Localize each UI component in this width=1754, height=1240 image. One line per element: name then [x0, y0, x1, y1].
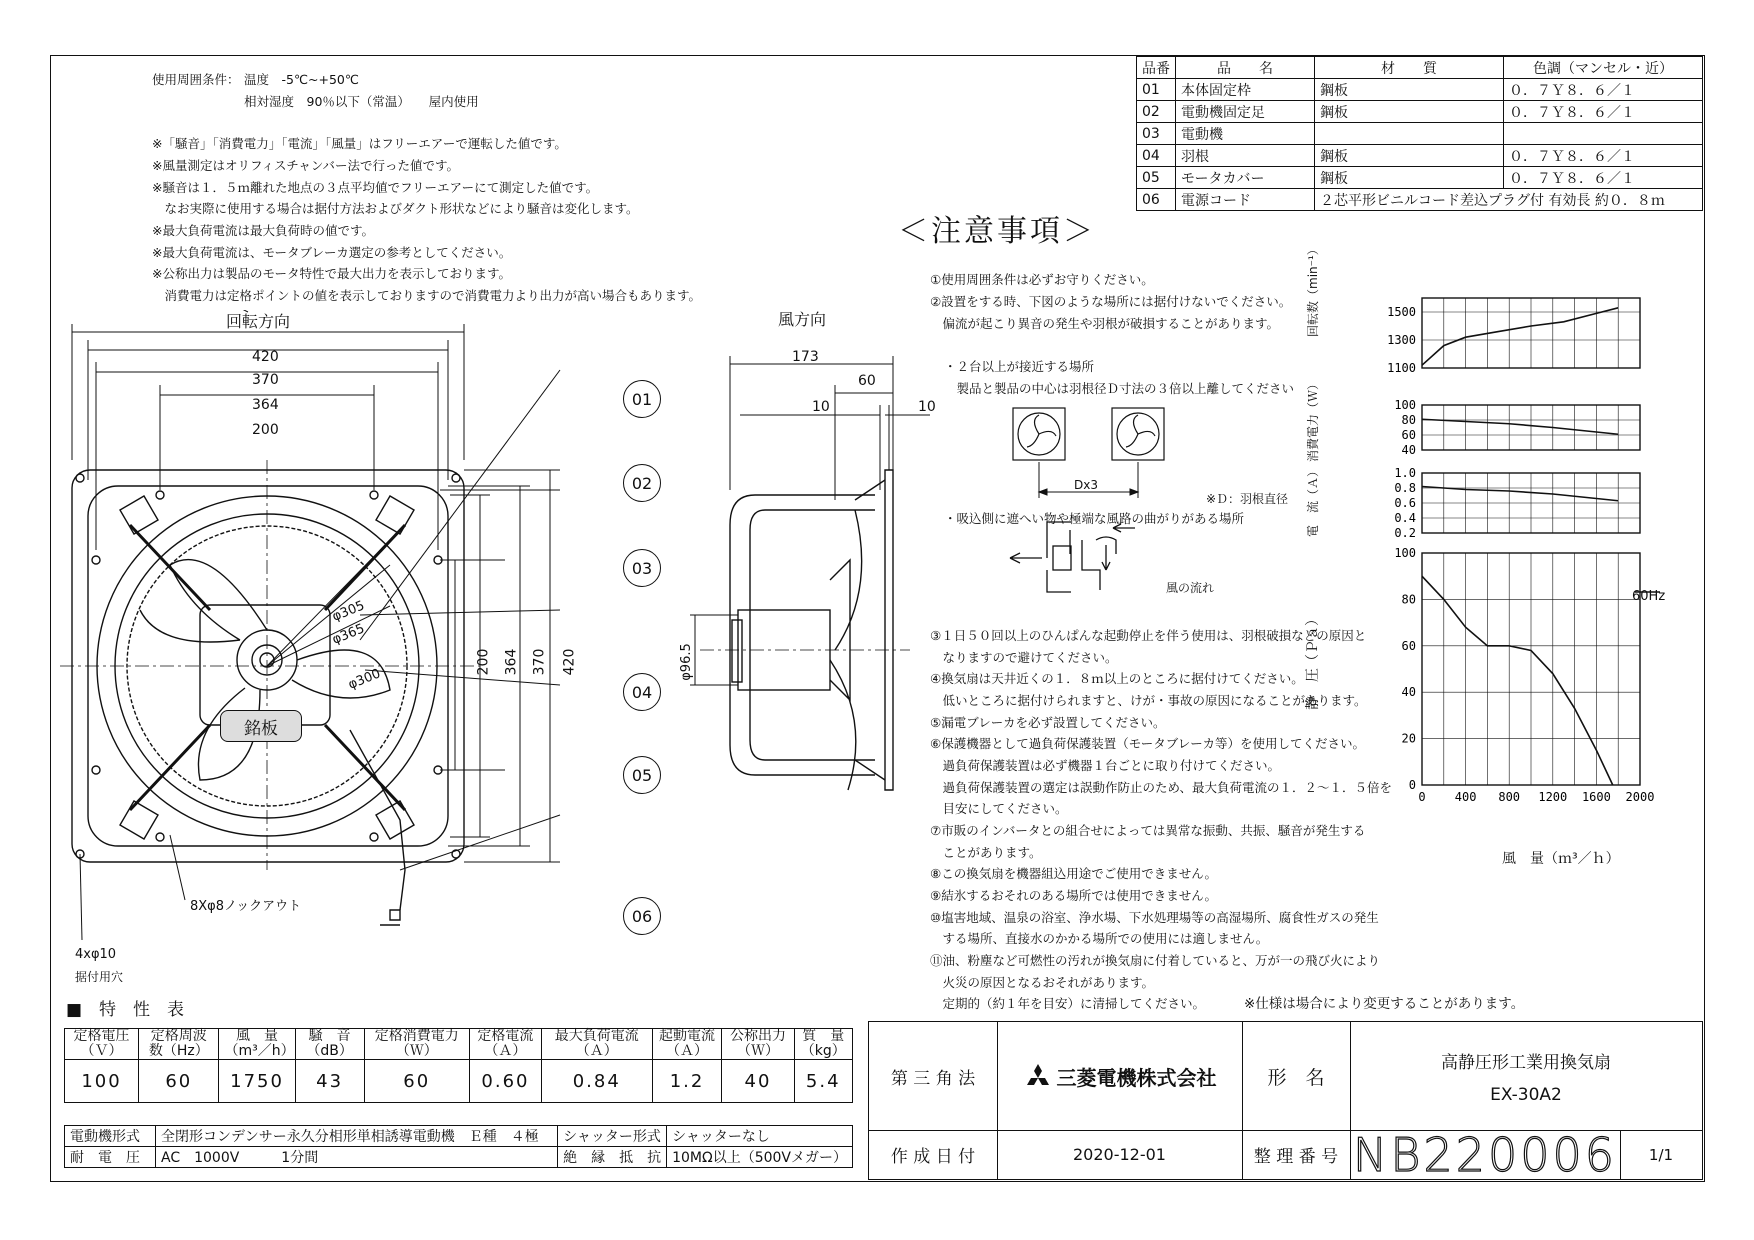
part-color: ０．７Ｙ８．６／１: [1504, 167, 1703, 189]
caution-line: ③１日５０回以上のひんぱんな起動停止を伴う使用は、羽根破損などの原因と: [930, 628, 1367, 643]
part-no: 04: [1137, 145, 1176, 167]
chart-series-line: [1422, 487, 1618, 501]
caution-line: ④換気扇は天井近くの１．８ｍ以上のところに据付けてください。: [930, 671, 1304, 686]
front-view-outline: [60, 460, 480, 925]
projection-label: 第 三 角 法: [890, 1068, 976, 1089]
chart-series-line: [1422, 576, 1613, 785]
nameplate-label: 銘板: [244, 718, 278, 739]
nameplate: [220, 710, 302, 742]
caution-line: ・吸込側に遮へい物や極端な風路の曲がりがある場所: [944, 511, 1245, 526]
side-view-outline: [700, 470, 910, 790]
caution-line: ⑦市販のインバータとの組合せによっては異常な振動、共振、騒音が発生する: [930, 823, 1366, 838]
withstand-label: 耐 電 圧: [65, 1147, 156, 1168]
conditions-label: 使用周囲条件：: [152, 72, 240, 87]
part-color: ０．７Ｙ８．６／１: [1504, 101, 1703, 123]
part-color: ０．７Ｙ８．６／１: [1504, 79, 1703, 101]
fan-symbol-right: [1112, 408, 1164, 460]
motor-label: 電動機形式: [65, 1126, 156, 1147]
spec-value: 40: [722, 1060, 794, 1103]
part-name: 羽根: [1176, 145, 1315, 167]
caution-line: 定期的（約１年を目安）に清掃してください。: [930, 996, 1206, 1011]
chart-y-tick-label: 40: [1401, 443, 1416, 457]
side-dim-173: 173: [792, 349, 819, 365]
date-label-cell: [869, 1130, 998, 1179]
chart-x-tick-label: 0: [1418, 790, 1426, 804]
rotation-label: 回転方向: [226, 312, 291, 331]
spec-header: 公称出力（Ｗ）: [722, 1029, 794, 1060]
note-line: ※最大負荷電流は最大負荷時の値です。: [152, 223, 374, 238]
caution-line: する場所、直接水のかかる場所での使用には適しません。: [930, 931, 1269, 946]
part-material: ２芯平形ビニルコード差込プラグ付 有効長 約０．８ｍ: [1315, 189, 1703, 211]
side-dim-10-left: 10: [812, 399, 830, 415]
callout-03: [623, 549, 661, 587]
conditions-humidity: 相対湿度 90％以下（常温） 屋内使用: [244, 94, 479, 109]
part-material: 鋼板: [1315, 145, 1504, 167]
caution-line: ⑨結氷するおそれのある場所では使用できません。: [930, 888, 1217, 903]
side-view: [680, 320, 940, 880]
company-cell: [997, 1022, 1243, 1131]
specs-table: [64, 1028, 853, 1103]
part-material: 鋼板: [1315, 79, 1504, 101]
part-material: 鋼板: [1315, 101, 1504, 123]
product-name: 高静圧形工業用換気扇: [1441, 1052, 1611, 1073]
callout-label: 03: [631, 558, 653, 578]
chart-y-tick-label: 1100: [1387, 361, 1416, 375]
chart-y-tick-label: 20: [1401, 731, 1416, 746]
chart-y-tick-label: 1500: [1387, 305, 1416, 319]
motor-value: 全閉形コンデンサー永久分相形単相誘導電動機 Ｅ種 ４極: [156, 1126, 558, 1147]
knockout-label: 8Xφ8ノックアウト: [190, 899, 302, 914]
caution-line: 偏流が起こり異音の発生や羽根が破損することがあります。: [930, 316, 1280, 331]
parts-row: [1137, 123, 1703, 145]
model-number: EX-30A2: [1490, 1084, 1562, 1105]
page-cell: [1620, 1130, 1702, 1179]
callout-label: 02: [631, 473, 653, 493]
part-color: ０．７Ｙ８．６／１: [1504, 145, 1703, 167]
chart-y-tick-label: 80: [1401, 413, 1416, 427]
spec-change-note: ※仕様は場合により変更することがあります。: [1244, 996, 1525, 1012]
part-color: [1504, 123, 1703, 145]
airflow-label: 風の流れ: [1166, 581, 1215, 595]
caution-line: ⑩塩害地域、温泉の浴室、浄水場、下水処理場等の高湿場所、腐食性ガスの発生: [930, 910, 1379, 925]
part-material: [1315, 123, 1504, 145]
part-no: 01: [1137, 79, 1176, 101]
side-diam: φ96.5: [678, 643, 694, 681]
caution-line: 過負荷保護装置は必ず機器１台ごとに取り付けてください。: [930, 758, 1281, 773]
note-line: ※公称出力は製品のモータ特性で最大出力を表示しております。: [152, 266, 511, 281]
spec-value: 1750: [219, 1060, 295, 1103]
product-cell: [1350, 1022, 1702, 1131]
spec-value: 0.84: [541, 1060, 652, 1103]
parts-row: [1137, 101, 1703, 123]
front-view: [60, 310, 700, 990]
parts-row: [1137, 79, 1703, 101]
panel-label-pressure: 静 圧（Ｐａ）: [1305, 612, 1321, 710]
number-cell: [1350, 1127, 1621, 1182]
date-cell: [997, 1130, 1243, 1179]
spec-value: 5.4: [794, 1060, 853, 1103]
chart-y-tick-label: 0.6: [1394, 496, 1416, 510]
creation-date: 2020-12-01: [1073, 1145, 1166, 1164]
chart-y-tick-label: 0.2: [1394, 526, 1416, 540]
spec-value: 60: [139, 1060, 219, 1103]
parts-row: [1137, 167, 1703, 189]
form-label-cell: [1242, 1022, 1351, 1131]
d-note: ※Ｄ：羽根直径: [1206, 492, 1289, 506]
projection-cell: [869, 1022, 998, 1131]
parts-header: 品番: [1137, 57, 1176, 79]
side-dimension-lines: [690, 320, 930, 685]
specs-header-row: [65, 1029, 853, 1060]
part-name: 本体固定枠: [1176, 79, 1315, 101]
callout-label: 01: [631, 389, 653, 409]
dim-370: 370: [252, 372, 279, 388]
spec-header: 騒 音（dB）: [295, 1029, 364, 1060]
specs-title: ■ 特 性 表: [66, 1000, 185, 1020]
caution-line: 火災の原因となるおそれがあります。: [930, 975, 1155, 990]
callout-label: 04: [631, 682, 653, 702]
note-line: ※騒音は１．５ｍ離れた地点の３点平均値でフリーエアーにて測定した値です。: [152, 180, 599, 195]
spec-header: 最大負荷電流（Ａ）: [541, 1029, 652, 1060]
part-no: 05: [1137, 167, 1176, 189]
dx3-label: Dx3: [1074, 478, 1098, 492]
insulation-label: 絶 縁 抵 抗: [558, 1147, 667, 1168]
number-label-cell: [1242, 1130, 1351, 1179]
callout-05: [623, 756, 661, 794]
chart-xlabel: 風 量（ｍ³／ｈ）: [1502, 851, 1620, 867]
conditions-temperature: 温度 -5℃~+50℃: [244, 72, 359, 87]
parts-header-row: [1137, 57, 1703, 79]
part-name: 電動機: [1176, 123, 1315, 145]
chart-y-tick-label: 80: [1401, 592, 1416, 607]
chart-y-tick-label: 0: [1408, 778, 1416, 792]
wind-direction-label: 風方向: [778, 310, 827, 329]
spec-header: 風 量（m³／h）: [219, 1029, 295, 1060]
dim-364: 364: [252, 397, 279, 413]
fan-symbol-left: [1013, 408, 1065, 460]
chart-x-tick-label: 800: [1498, 790, 1521, 804]
chart-series-line: [1422, 419, 1618, 434]
dim-420: 420: [252, 349, 279, 365]
spec-value: 100: [65, 1060, 139, 1103]
parts-header: 品 名: [1176, 57, 1315, 79]
part-no: 06: [1137, 189, 1176, 211]
chart-x-tick-label: 400: [1454, 790, 1477, 804]
form-label: 形 名: [1267, 1066, 1325, 1089]
parts-row: [1137, 145, 1703, 167]
callout-01: [623, 380, 661, 418]
part-no: 03: [1137, 123, 1176, 145]
vdim-200: 200: [475, 648, 492, 676]
chart-y-tick-label: 100: [1394, 546, 1416, 560]
mount-holes-caption: 据付用穴: [75, 970, 124, 984]
parts-header: 色調（マンセル・近）: [1504, 57, 1703, 79]
side-dim-60: 60: [858, 373, 876, 389]
chart-legend: 60Hz: [1632, 589, 1666, 604]
chart-y-tick-label: 40: [1401, 685, 1416, 700]
callout-02: [623, 464, 661, 502]
panel-label-rpm: 回転数（min⁻¹）: [1306, 243, 1320, 337]
company-name: 三菱電機株式会社: [1056, 1065, 1217, 1090]
panel-label-current: 電 流（Ａ）: [1306, 464, 1320, 537]
note-line: なお実際に使用する場合は据付方法およびダクト形状などにより騒音は変化します。: [152, 201, 639, 216]
spec-header: 起動電流（Ａ）: [652, 1029, 722, 1060]
parts-header: 材 質: [1315, 57, 1504, 79]
chart-y-tick-label: 1.0: [1394, 466, 1416, 480]
number-label: 整 理 番 号: [1253, 1147, 1339, 1167]
airflow-figure: [1010, 522, 1135, 592]
diam-300: φ300: [346, 666, 383, 693]
caution-line: ①使用周囲条件は必ずお守りください。: [930, 272, 1154, 287]
spec-header: 定格消費電力（Ｗ）: [364, 1029, 469, 1060]
caution-figures: [990, 400, 1290, 620]
chart-y-tick-label: 1300: [1387, 333, 1416, 347]
chart-y-tick-label: 100: [1394, 398, 1416, 412]
document-number: NB220006: [1352, 1127, 1618, 1182]
withstand-value: AC 1000V 1分間: [156, 1147, 558, 1168]
caution-line: ⑤漏電ブレーカを必ず設置してください。: [930, 715, 1166, 730]
note-line: ※最大負荷電流は、モータブレーカ選定の参考としてください。: [152, 245, 512, 260]
caution-line: ⑥保護機器として過負荷保護装置（モータブレーカ等）を使用してください。: [930, 736, 1365, 751]
callout-label: 05: [631, 765, 653, 785]
motor-row: [65, 1126, 853, 1147]
chart-x-tick-label: 1200: [1538, 790, 1568, 804]
title-block: [868, 1021, 1703, 1180]
caution-line: ②設置をする時、下図のような場所には据付けないでください。: [930, 294, 1292, 309]
vdim-370: 370: [531, 648, 548, 676]
vdim-364: 364: [503, 648, 520, 676]
caution-line: 低いところに据付けられますと、けが・事故の原因になることがあります。: [930, 693, 1367, 708]
chart-y-tick-label: 60: [1401, 638, 1416, 653]
performance-chart: [1340, 290, 1700, 870]
spec-header: 定格周波数（Hz）: [139, 1029, 219, 1060]
chart-x-tick-label: 2000: [1625, 790, 1655, 804]
spec-value: 43: [295, 1060, 364, 1103]
spec-header: 定格電圧（Ｖ）: [65, 1029, 139, 1060]
spec-value: 60: [364, 1060, 469, 1103]
part-name: モータカバー: [1176, 167, 1315, 189]
part-name: 電源コード: [1176, 189, 1315, 211]
withstand-row: [65, 1147, 853, 1168]
note-line: ※風量測定はオリフィスチャンバー法で行った値です。: [152, 158, 459, 173]
caution-line: ⑪油、粉塵など可燃性の汚れが換気扇に付着していると、万が一の飛び火により: [930, 953, 1381, 968]
chart-x-tick-label: 1600: [1581, 790, 1611, 804]
panel-label-power: 消費電力（Ｗ）: [1306, 377, 1320, 462]
side-dim-10-right: 10: [918, 399, 936, 415]
part-material: 鋼板: [1315, 167, 1504, 189]
chart-y-tick-label: 60: [1401, 428, 1416, 442]
spec-header: 定格電流（Ａ）: [469, 1029, 541, 1060]
parts-row: [1137, 189, 1703, 211]
caution-line: ・２台以上が接近する場所: [944, 359, 1095, 374]
parts-table: [1136, 56, 1703, 211]
insulation-value: 10MΩ以上（500Vメガー）: [667, 1147, 853, 1168]
chart-y-tick-label: 0.4: [1394, 511, 1416, 525]
callout-04: [623, 673, 661, 711]
page-number: 1/1: [1648, 1145, 1674, 1164]
spec-value: 0.60: [469, 1060, 541, 1103]
callout-label: 06: [631, 906, 653, 926]
mitsubishi-logo-icon: [1023, 1063, 1053, 1089]
spec-value: 1.2: [652, 1060, 722, 1103]
diam-365: φ365: [330, 621, 367, 648]
caution-line: ⑧この換気扇を機器組込用途でご使用できません。: [930, 866, 1217, 881]
caution-title: ＜注意事項＞: [898, 214, 1096, 249]
note-line: ※「騒音」「消費電力」「電流」「風量」はフリーエアーで運転した値です。: [152, 136, 567, 151]
shutter-value: シャッターなし: [667, 1126, 853, 1147]
caution-line: 目安にしてください。: [930, 801, 1068, 816]
shutter-label: シャッター形式: [558, 1126, 667, 1147]
chart-series-line: [1422, 308, 1618, 365]
date-label: 作 成 日 付: [890, 1147, 976, 1167]
caution-line: 製品と製品の中心は羽根径Ｄ寸法の３倍以上離してください: [944, 381, 1295, 396]
specs-value-row: [65, 1060, 853, 1103]
part-no: 02: [1137, 101, 1176, 123]
part-name: 電動機固定足: [1176, 101, 1315, 123]
caution-line: 過負荷保護装置の選定は誤動作防止のため、最大負荷電流の１．２～１．５倍を: [930, 780, 1393, 795]
diam-305: φ305: [330, 598, 367, 625]
mount-holes-label: 4xφ10: [75, 947, 117, 962]
vdim-420: 420: [561, 648, 578, 676]
spec-header: 質 量（kg）: [794, 1029, 853, 1060]
note-line: 消費電力は定格ポイントの値を表示しておりますので消費電力より出力が高い場合もあります。: [152, 288, 702, 303]
dim-200: 200: [252, 422, 279, 438]
caution-line: ことがあります。: [930, 845, 1042, 860]
chart-y-tick-label: 0.8: [1394, 481, 1416, 495]
caution-line: なりますので避けてください。: [930, 650, 1118, 665]
callout-06: [623, 897, 661, 935]
specs-extra-table: [64, 1125, 853, 1168]
